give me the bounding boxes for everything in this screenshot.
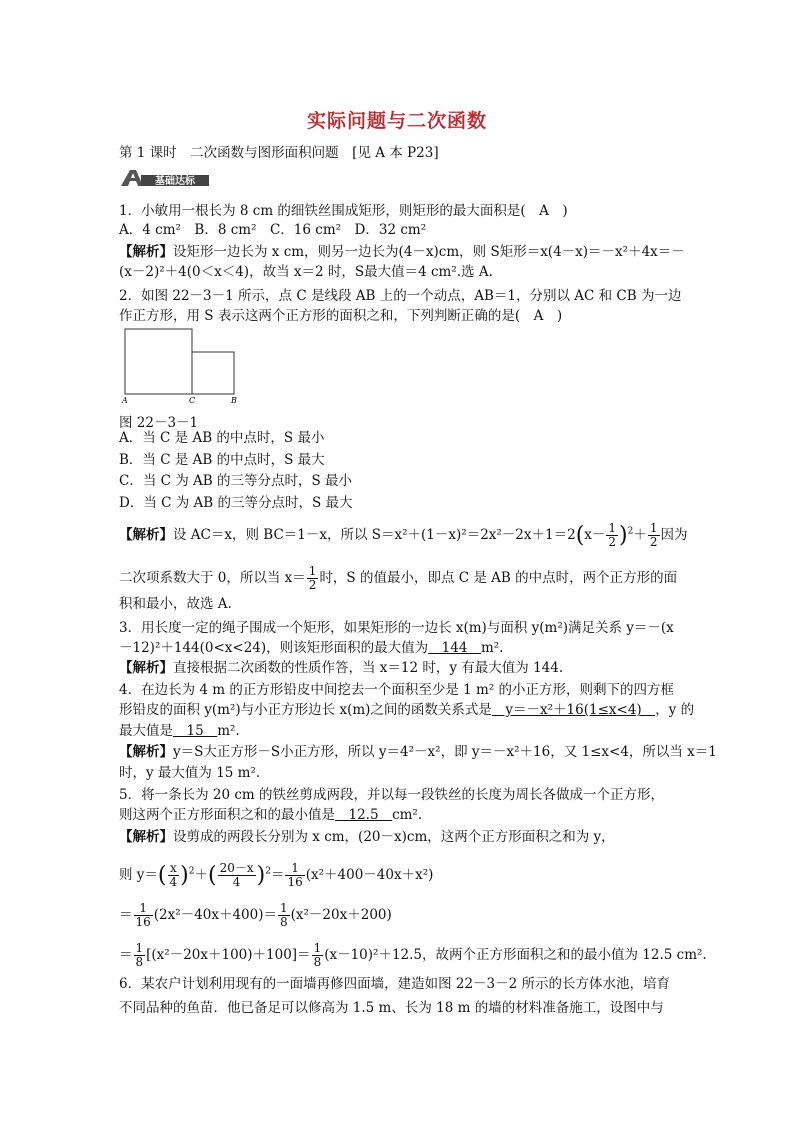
q2-option-b: B．当 C 是 AB 的中点时，S 最大 xyxy=(119,452,325,468)
q2-stem-line2: 作正方形，用 S 表示这两个正方形的面积之和，下列判断正确的是( A ) xyxy=(119,308,563,324)
q2-stem-line1: 2．如图 22－3－1 所示，点 C 是线段 AB 上的一个动点，AB＝1，分别以 AC 和 CB 为一边 xyxy=(119,288,682,304)
q4-stem-line1: 4．在边长为 4 m 的正方形铅皮中间挖去一个面积至少是 1 m² 的小正方形，则剩下的四方框 xyxy=(119,682,675,698)
q2-option-c: C．当 C 为 AB 的三等分点时，S 最小 xyxy=(119,473,353,489)
point-a-label: A xyxy=(122,396,128,405)
q1-options: A．4 cm² B．8 cm² C．16 cm² D．32 cm² xyxy=(119,222,427,238)
q5-answer: 12.5 xyxy=(335,807,393,823)
q3-stem-line2: －12)²＋144(0<x<24)，则该矩形面积的最大值为 144 m². xyxy=(119,640,504,656)
q1-analysis-line1: 【解析】设矩形一边长为 x cm，则另一边长为(4－x)cm，则 S矩形＝x(4－x)＝－x²＋4x＝－ xyxy=(119,244,685,260)
document-title: 实际问题与二次函数 xyxy=(306,110,487,132)
q5-equation-2: ＝ $\frac{1}{16}$ (2x²－40x＋400)＝ $\frac{1}{8}$ (x²－20x＋200) xyxy=(119,901,392,929)
q2-option-d: D．当 C 为 AB 的三等分点时，S 最大 xyxy=(119,495,353,511)
squares-figure xyxy=(119,327,239,405)
point-b-label: B xyxy=(231,396,237,405)
q3-answer: 144 xyxy=(428,640,481,656)
q6-stem-line2: 不同品种的鱼苗．他已备足可以修高为 1.5 m、长为 18 m 的墙的材料准备施工，设图中与 xyxy=(119,1000,664,1016)
figure-caption: 图 22－3－1 xyxy=(119,415,199,431)
q4-analysis-line2: 时，y 最大值为 15 m². xyxy=(119,765,261,781)
q4-analysis-line1: 【解析】y＝S大正方形－S小正方形，所以 y＝4²－x²，即 y＝－x²＋16，又 1≤x<4，所以当 x＝1 xyxy=(119,744,717,760)
q4-answer-1: y＝－x²＋16(1≤x<4) xyxy=(491,702,656,718)
q5-equation-3: ＝ $\frac{1}{8}$ [(x²－20x＋100)＋100]＝ $\frac{1}{8}$ (x－10)²＋12.5，故两个正方形面积之和的最小值为 12.5 cm². xyxy=(119,941,707,969)
q4-stem-line2: 形铅皮的面积 y(m²)与小正方形边长 x(m)之间的函数关系式是 y＝－x²＋16(1≤x<4) ，y 的 xyxy=(119,702,695,718)
q1-analysis-line2: (x－2)²＋4(0＜x＜4)，故当 x＝2 时，S最大值＝4 cm².选 A. xyxy=(119,264,493,280)
q6-stem-line1: 6．某农户计划利用现有的一面墙再修四面墙，建造如图 22－3－2 所示的长方体水池，培育 xyxy=(119,976,671,992)
basic-level-badge xyxy=(119,168,211,188)
q4-answer-2: 15 xyxy=(173,723,218,739)
q1-stem: 1．小敏用一根长为 8 cm 的细铁丝围成矩形，则矩形的最大面积是( A ) xyxy=(119,203,568,219)
q2-analysis-line3: 积和最小，故选 A. xyxy=(119,596,232,612)
q5-stem-line2: 则这两个正方形面积之和的最小值是 12.5 cm². xyxy=(119,807,423,823)
q5-stem-line1: 5．将一条长为 20 cm 的铁丝剪成两段，并以每一段铁丝的长度为周长各做成一个正方形， xyxy=(119,787,665,803)
analysis-tag: 【解析】 xyxy=(119,244,173,260)
q5-analysis-line1: 【解析】设剪成的两段长分别为 x cm，(20－x)cm，这两个正方形面积之和为 y， xyxy=(119,829,615,845)
q3-stem-line1: 3．用长度一定的绳子围成一个矩形，如果矩形的一边长 x(m)与面积 y(m²)满足关系 y＝－(x xyxy=(119,620,674,636)
q2-analysis-line2: 二次项系数大于 0，所以当 x＝ $\frac{1}{2}$ 时，S 的值最小，即点 C 是 AB 的中点时，两个正方形的面 xyxy=(119,564,678,592)
q3-analysis: 【解析】直接根据二次函数的性质作答，当 x＝12 时，y 有最大值为 144. xyxy=(119,660,564,676)
badge-label: 基础达标 xyxy=(155,176,195,187)
lesson-subtitle: 第 1 课时 二次函数与图形面积问题 [见 A 本 P23] xyxy=(119,145,439,161)
q2-analysis-line1: 【解析】设 AC＝x，则 BC＝1－x，所以 S＝x²＋(1－x)²＝2x²－2x＋1＝2(x－ $\frac{1}{2}$ )$^2$＋ $\frac{1}{2}$ 因为 xyxy=(119,521,688,549)
q2-option-a: A．当 C 是 AB 的中点时，S 最小 xyxy=(119,430,325,446)
q5-equation-1: 则 y＝( $\frac{x}{4}$ )$^2$＋( $\frac{20-x}{4}$ )$^2$＝ $\frac{1}{16}$ (x²＋400－40x＋x²) xyxy=(119,861,434,889)
point-c-label: C xyxy=(189,396,196,405)
q4-stem-line3: 最大值是 15 m². xyxy=(119,723,240,739)
